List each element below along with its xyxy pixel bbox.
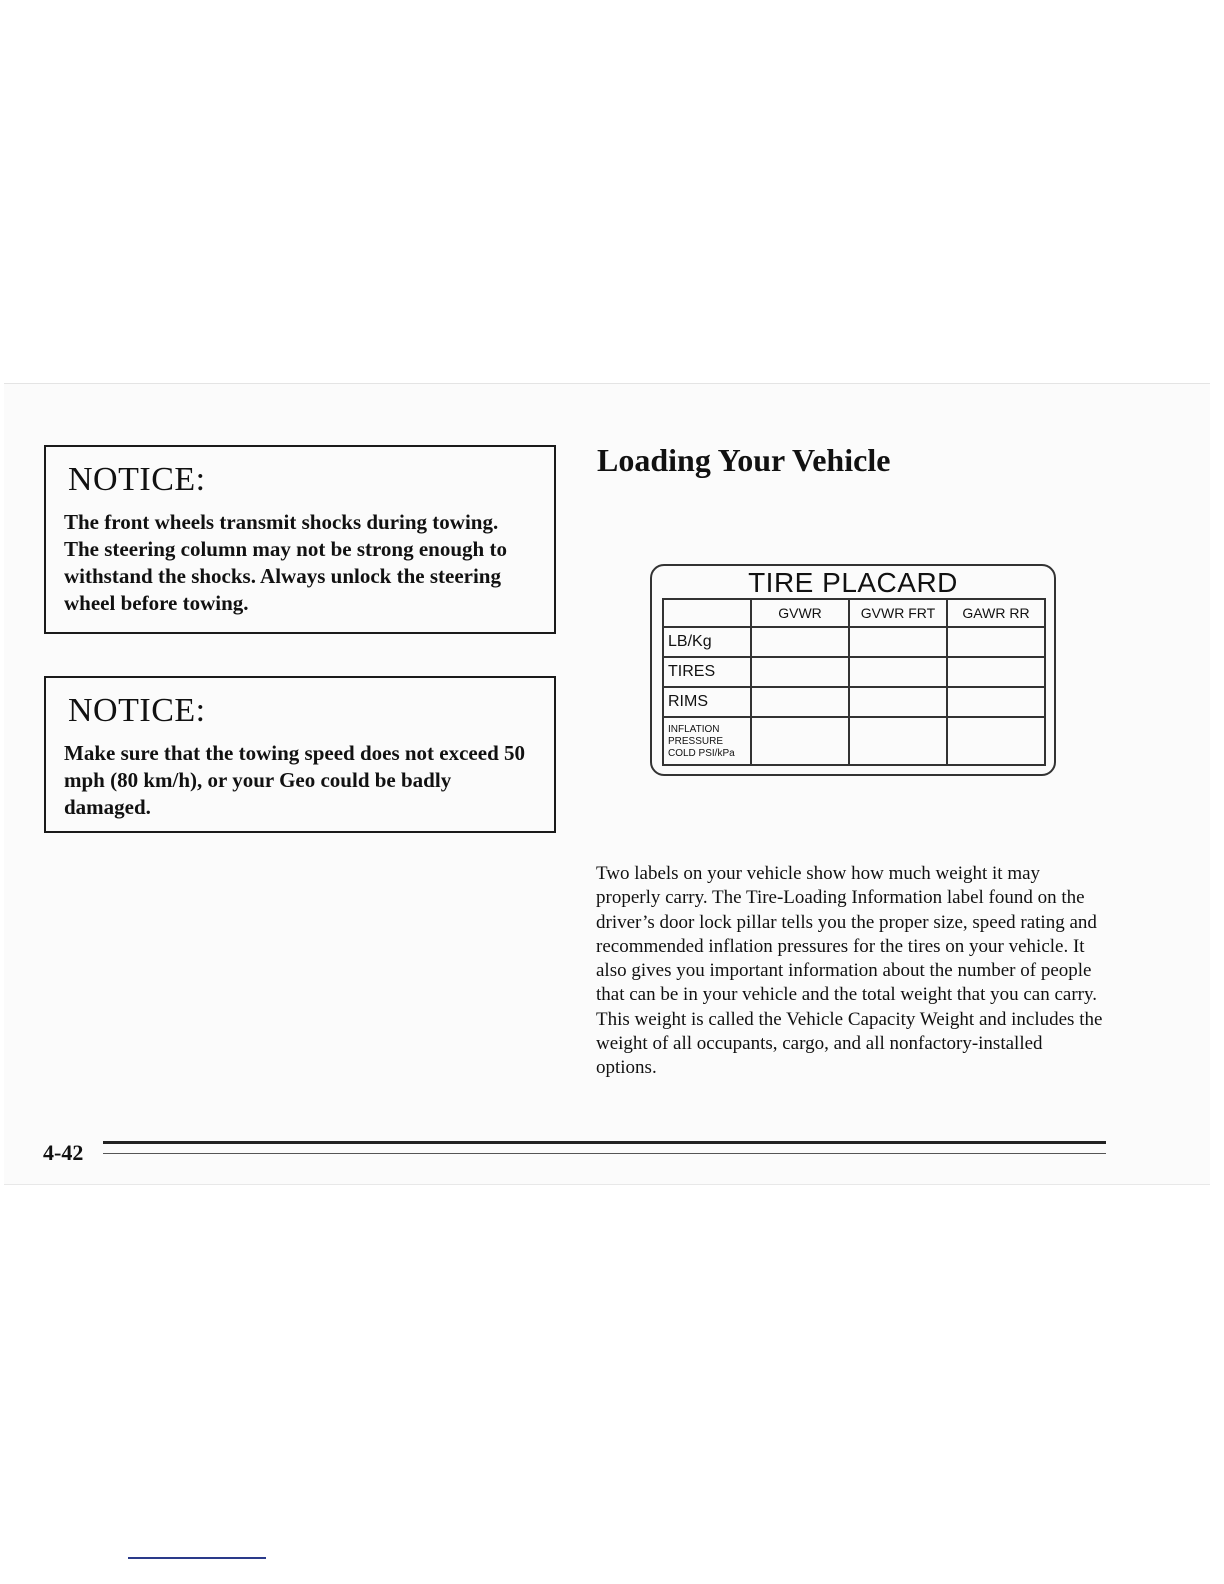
placard-title: TIRE PLACARD <box>748 567 958 598</box>
placard-table <box>662 598 1046 766</box>
placard-cell <box>849 687 947 717</box>
placard-cell <box>751 657 849 687</box>
section-heading: Loading Your Vehicle <box>597 442 891 478</box>
inflation-label-line: COLD PSI/kPa <box>668 748 735 759</box>
notice-box-towing-shocks <box>44 445 556 634</box>
placard-row-label: RIMS <box>663 687 751 717</box>
placard-cell <box>751 627 849 657</box>
placard-row <box>663 717 1045 765</box>
notice-body: Make sure that the towing speed does not exceed 50 mph (80 km/h), or your Geo could be badly damaged. <box>64 741 525 819</box>
placard-cell <box>947 657 1045 687</box>
placard-row-label-inflation <box>663 717 751 765</box>
placard-cell <box>751 687 849 717</box>
placard-row-label: TIRES <box>663 657 751 687</box>
notice-box-towing-speed <box>44 676 556 833</box>
footer-rule-thin <box>103 1153 1106 1154</box>
placard-cell <box>947 687 1045 717</box>
placard-header-cell: GAWR RR <box>947 599 1045 627</box>
notice-title: NOTICE: <box>68 461 206 498</box>
notice-body: The front wheels transmit shocks during towing. The steering column may not be strong enough to withstand the shocks. Always unlock the steering wheel before towing. <box>64 510 507 615</box>
page-number: 4-42 <box>43 1140 84 1165</box>
placard-cell <box>849 717 947 765</box>
bottom-rule-fragment <box>128 1557 266 1559</box>
footer-rule-thick <box>103 1141 1106 1144</box>
placard-cell <box>751 717 849 765</box>
placard-row <box>663 627 1045 657</box>
placard-row <box>663 687 1045 717</box>
tire-placard-figure <box>650 564 1056 776</box>
placard-header-row <box>663 599 1045 627</box>
placard-header-cell <box>663 599 751 627</box>
placard-row-label: LB/Kg <box>663 627 751 657</box>
inflation-label-line: INFLATION <box>668 724 720 735</box>
section-body-text: Two labels on your vehicle show how much weight it may properly carry. The Tire-Loading Information label found on the driver’s door lock pillar tells you the proper size, speed rating and recommended inflation pressures for the tires on your vehicle. It also gives you important information about the number of people that can be in your vehicle and the total weight that you can carry. This weight is called the Vehicle Capacity Weight and includes the weight of all occupants, cargo, and all nonfactory-installed options. <box>596 863 1103 1079</box>
placard-header-cell: GVWR <box>751 599 849 627</box>
placard-cell <box>849 657 947 687</box>
placard-cell <box>947 717 1045 765</box>
placard-header-cell: GVWR FRT <box>849 599 947 627</box>
inflation-label-line: PRESSURE <box>668 736 724 747</box>
placard-cell <box>947 627 1045 657</box>
placard-cell <box>849 627 947 657</box>
notice-title: NOTICE: <box>68 692 206 729</box>
placard-row <box>663 657 1045 687</box>
